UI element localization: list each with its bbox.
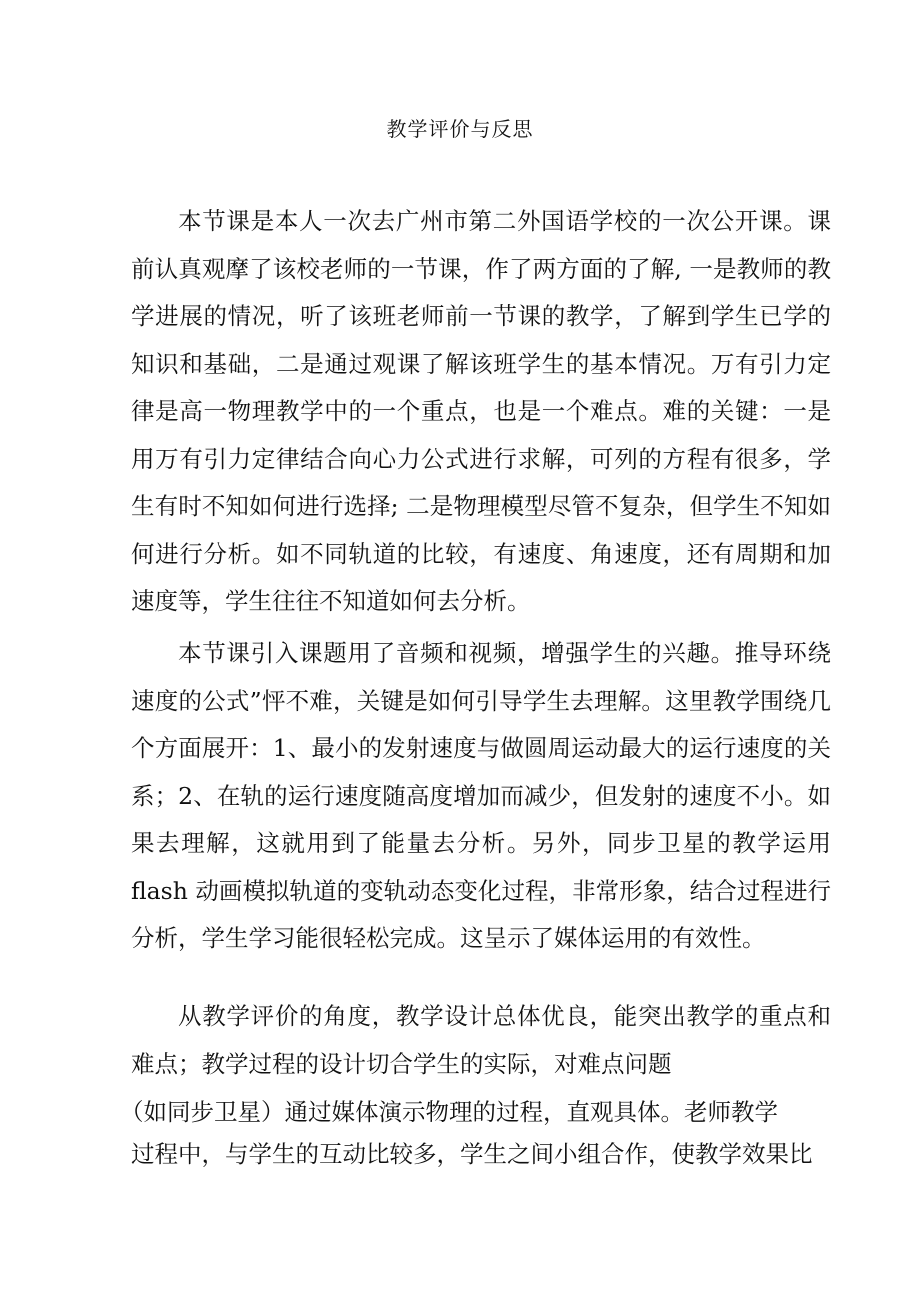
paragraph-continuation (120, 1091, 831, 1175)
document-title: 教学评价与反思 (386, 117, 534, 141)
paragraph-2: 本节课引入课题用了音频和视频，增强学生的兴趣。推导环绕速度的公式”怦不难，关键是如何引导学生去理解。这里教学围绕几个方面展开：1、最小的发射速度与做圆周运动最大的运行速度的关系；2、在轨的运行速度随高度增加而减少，但发射的速度不小。如果去理解，这就用到了能量去分析。另外，同步卫星的教学运用 flash 动画模拟轨道的变轨动态变化过程，非常形象，结合过程进行分析，学生学习能很轻松完成。这呈示了媒体运用的有效性。 (131, 639, 831, 952)
paragraph-1: 本节课是本人一次去广州市第二外国语学校的一次公开课。课前认真观摩了该校老师的一节课，作了两方面的了解, 一是教师的教学进展的情况，听了该班老师前一节课的教学，了解到学生已学的知识和基础，二是通过观课了解该班学生的基本情况。万有引力定律是高一物理教学中的一个重点，也是一个难点。难的关键：一是用万有引力定律结合向心力公式进行求解，可列的方程有很多，学生有时不知如何进行选择; 二是物理模型尽管不复杂，但学生不知如何进行分析。如不同轨道的比较，有速度、角速度，还有周期和加速度等，学生往往不知道如何去分析。 (131, 207, 831, 615)
paragraph-3: 从教学评价的角度，教学设计总体优良，能突出教学的重点和难点；教学过程的设计切合学生的实际，对难点问题 (131, 1002, 831, 1078)
continuation-line-2: 过程中，与学生的互动比较多，学生之间小组合作，使教学效果比 (131, 1140, 813, 1168)
continuation-line-1: （如同步卫星）通过媒体演示物理的过程，直观具体。老师教学 (120, 1098, 778, 1126)
